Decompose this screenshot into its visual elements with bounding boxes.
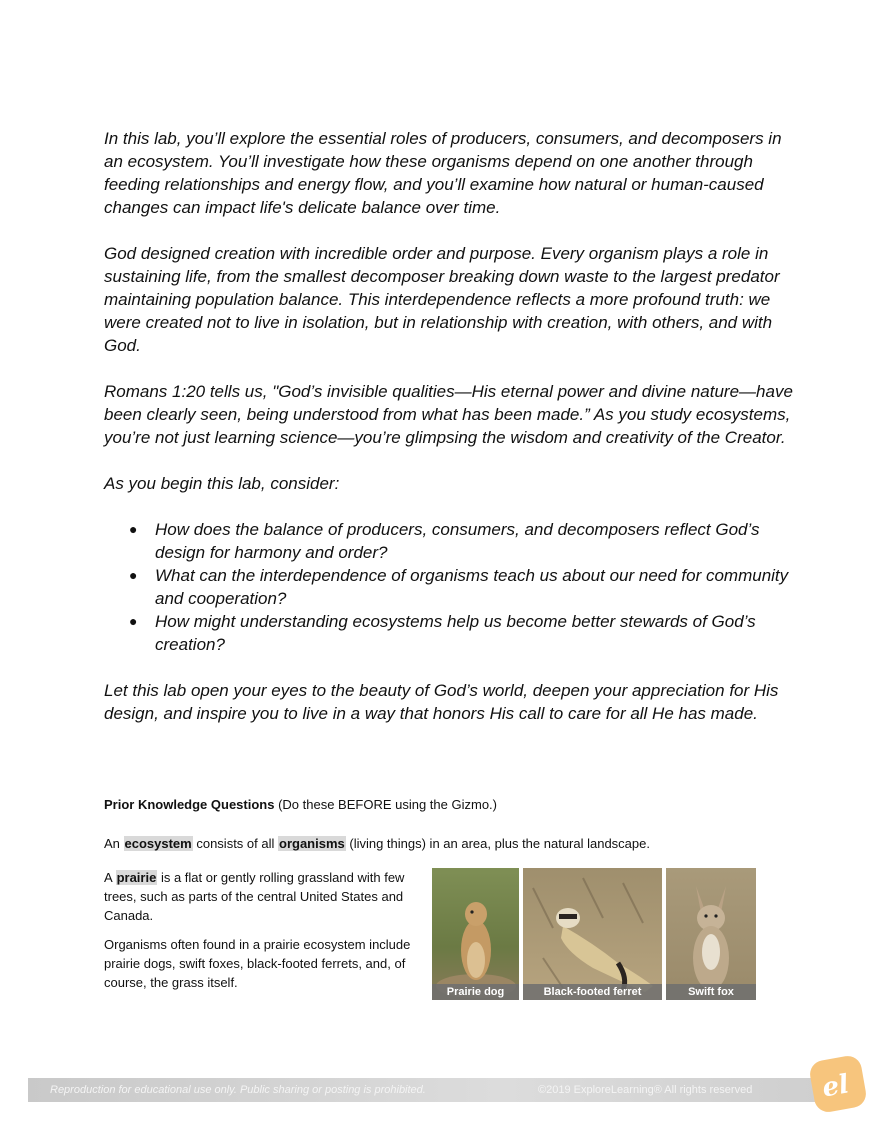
prairie-organisms: Organisms often found in a prairie ecosystem include prairie dogs, swift foxes, black-footed ferrets, and, of course, the grass itself. <box>104 937 411 990</box>
ferret-photo <box>523 868 662 1000</box>
term-organisms: organisms <box>279 836 345 851</box>
prior-knowledge-heading <box>104 795 784 814</box>
intro-paragraph-2: God designed creation with incredible order and purpose. Every organism plays a role in sustaining life, from the smallest decomposer breaking down waste to the largest predator maintaining population balance. This interdependence reflects a more profound truth: we were created not to live in isolation, but in relationship with creation, with others, and with God. <box>104 244 780 355</box>
question-item <box>129 610 794 656</box>
prairie-dog-photo <box>432 868 519 1000</box>
footer-disclaimer: Reproduction for educational use only. Public sharing or posting is prohibited. <box>50 1084 426 1096</box>
text-run: consists of all <box>192 836 278 851</box>
prairie-description <box>104 868 414 1002</box>
question-item <box>129 518 794 564</box>
intro-paragraph-5: Let this lab open your eyes to the beauty of God’s world, deepen your appreciation for His design, and inspire you to live in a way that honors His call to care for all He has made. <box>104 681 779 723</box>
intro-section <box>104 127 794 748</box>
prairie-dog-icon <box>432 868 519 1000</box>
text-run: An <box>104 836 124 851</box>
text-run: is a flat or gently rolling grassland with few trees, such as parts of the central United States and Canada. <box>104 870 405 923</box>
question-text: How might understanding ecosystems help us become better stewards of God’s creation? <box>155 612 756 654</box>
bullet-icon: ● <box>129 521 138 537</box>
intro-paragraph-3: Romans 1:20 tells us, "God’s invisible qualities—His eternal power and divine nature—have been clearly seen, being understood from what has been made.” As you study ecosystems, you’re not just learning science—you’re glimpsing the wisdom and creativity of the Creator. <box>104 382 793 447</box>
prairie-definition <box>104 868 414 925</box>
logo-text: el <box>819 1069 852 1104</box>
question-text: How does the balance of producers, consumers, and decomposers reflect God’s design for harmony and order? <box>155 520 760 562</box>
ferret-icon <box>523 868 662 1000</box>
el-logo-icon <box>808 1054 868 1114</box>
reflection-questions <box>104 518 794 656</box>
footer-copyright: ©2019 ExploreLearning® All rights reserved <box>538 1084 753 1096</box>
question-text: What can the interdependence of organisms teach us about our need for community and cooperation? <box>155 566 789 608</box>
intro-paragraph-4: As you begin this lab, consider: <box>104 474 340 493</box>
fox-photo <box>666 868 756 1000</box>
prior-knowledge-title: Prior Knowledge Questions <box>104 797 275 812</box>
text-run: A <box>104 870 116 885</box>
photo-caption: Prairie dog <box>432 984 519 1000</box>
prior-knowledge-note: (Do these BEFORE using the Gizmo.) <box>274 797 497 812</box>
question-item <box>129 564 794 610</box>
intro-paragraph-1: In this lab, you’ll explore the essential roles of producers, consumers, and decomposers in an ecosystem. You’ll investigate how these organisms depend on one another through feeding relationships and energy flow, and you’ll examine how natural or human-caused changes can impact life's delicate balance over time. <box>104 129 782 217</box>
bullet-icon: ● <box>129 613 138 629</box>
ecosystem-definition <box>104 834 804 854</box>
photo-caption: Swift fox <box>666 984 756 1000</box>
photo-caption: Black-footed ferret <box>523 984 662 1000</box>
footer-bar <box>28 1078 818 1102</box>
text-run: (living things) in an area, plus the natural landscape. <box>345 836 650 851</box>
fox-icon <box>666 868 756 1000</box>
explorelearning-logo <box>808 1054 868 1114</box>
term-prairie: prairie <box>116 870 157 885</box>
bullet-icon: ● <box>129 567 138 583</box>
term-ecosystem: ecosystem <box>124 836 192 851</box>
